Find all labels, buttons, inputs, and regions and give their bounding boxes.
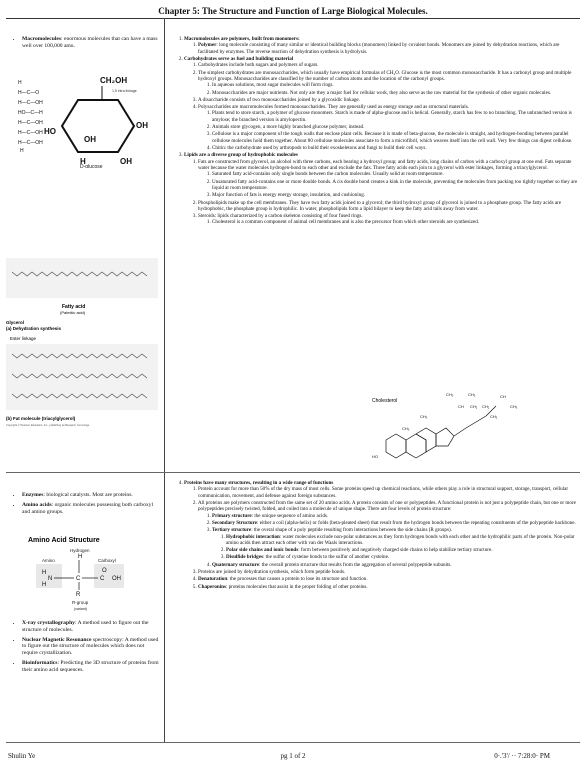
svg-text:Amino Acid Structure: Amino Acid Structure: [28, 537, 100, 544]
footer-date: 0·.'3'/ ·· 7:28:0· PM: [494, 752, 550, 760]
svg-text:OH: OH: [136, 121, 148, 130]
section-divider: [6, 472, 580, 473]
svg-text:CH₃: CH₃: [468, 392, 476, 397]
svg-text:CH₃: CH₃: [420, 414, 428, 419]
svg-text:H—C—OH: H—C—OH: [18, 120, 43, 126]
section-proteins: 4. Proteins have many structures, resulting in a wide range of functions 1. Protein account for more than 50% of the dry mass of most cells. Some proteins speed up chemical reactions, while others play a role in structural support, storage, transport, cellular communication, movement, and defense against foreign substances. 2. All proteins are polymers constructed from the same set of 20 amino acids. A protein consists of one or polypeptides. A functional protein is not just a polypeptide chain, but one or more polypeptides precisely twisted, folded, and coiled into a molecule of unique shape. There are four levels of protein structure: 1. Primary structure: the unique sequence of amino acids. 2. Secondary Structure: either a coil (alpha-helix) or folds (beta-pleated sheet) that result from the hydrogen bonds between the repeating constituents of the polypeptide backbone. 3. Tertiary structure: the overal shape of a poly peptide resulting from interactions between the side chains (R groups). 1. Hydrophobic interaction: water molecules exclude non-polar substances as they form hydrogen bonds with each other and the hydrophilic parts of the protein. Non-polar amino acids then attract each other with van der Waals interactions. 2. Polar side chains and ionic bonds: form between positively and negatively charged side chains to help stabilize tertiary structure. 3. Disulfide bridges: the sulfur of cysteine bonds to the sulfur of another cysteine. 4. Quaternary structure: the overall protein structure that results from the aggregation of several polypeptide subunits. 3. Proteins are joined by dehydration synthesis, which form peptide bonds. 4. Denaturation: the processes that causes a protein to lose its structure and function. 5. Chaperonins: proteins molecules that assist in the proper folding of other proteins.: [184, 480, 578, 590]
svg-text:CH₃: CH₃: [446, 392, 454, 397]
svg-text:CH₂: CH₂: [482, 404, 490, 409]
section-macromolecules: 1. Macromolecules are polymers, built from monomers: 1. Polymer: long molecule consisting of many similar or identical building blocks (monomers) linked by covalent bonds. Monomers are joined by dehydration reactions, which are facilitated by enzymes. The reverse reaction of dehydration synthesis is hydrolysis.: [184, 36, 578, 55]
svg-text:H: H: [20, 148, 24, 154]
footer-page: pg 1 of 2: [280, 752, 306, 760]
note-enzymes: • Enzymes: biological catalysts. Most are proteins.: [22, 492, 160, 499]
note-macromolecules: • Macromolecules: enormous molecules that can have a mass well over 100,000 amu.: [22, 36, 160, 50]
left-notes-macromolecules: [8, 36, 160, 53]
column-divider: [164, 18, 165, 742]
svg-text:C: C: [76, 576, 81, 582]
svg-text:OH: OH: [112, 576, 121, 582]
svg-text:CH: CH: [500, 394, 506, 399]
section-lipids: 3. Lipids are a diverse group of hydrophobic molecules 1. Fats are constructed from glycerol, an alcohol with three carbons, each bearing a hydroxyl group; and fatty acids, long chains of carbon with a carboxyl group at one end. Fats separate water because the water molecules hydrogen-bond to each other and exclude the fats. Three fatty acids each join to a glycerol with ester linkages, forming a triacylglycerol. 1. Saturated fatty acid-contains only single bonds between the carbon molecules. Usually solid at room temperature. 2. Unsaturated fatty acid-contains one or more double bonds. A cis double bond creates a kink in the molecule, preventing the molecules from packing too tightly together so they are liquid at room temperature. 3. Major function of fats is energy energy storage, insulation, and cushioning. 2. Phospholipids make up the cell membranes. They have two fatty acids joined to a glycerol; the third hydroxyl group of glycerol is joined to a phosphate group. The fatty acids are hydrophobic, the phosphate group is hydrophilic. In water, phospholipids form a lipid bilayer to keep the fatty acid tails away from water. 3. Steroids: lipids characterized by a carbon skeleton consisting of four fused rings. 1. Cholesterol is a common component of animal cell membranes and is also the precursor from which other steroids are synthesized.: [184, 152, 578, 225]
svg-text:(Palmitic acid): (Palmitic acid): [60, 310, 86, 315]
svg-text:O: O: [102, 568, 107, 574]
page-title: Chapter 5: The Structure and Function of Large Biological Molecules.: [158, 6, 428, 16]
note-bioinformatics: • Bioinformatics: Predicting the 3D structure of proteins from their amino acid sequences.: [22, 660, 160, 674]
svg-text:Ester linkage: Ester linkage: [10, 336, 37, 341]
svg-text:HO: HO: [372, 454, 378, 459]
note-amino-acids: • Amino acids: organic molecules possessing both carboxyl and amino groups.: [22, 502, 160, 516]
svg-text:H—C—OH: H—C—OH: [18, 140, 43, 146]
svg-text:H: H: [78, 554, 83, 560]
svg-text:CH₂: CH₂: [470, 404, 478, 409]
svg-text:CH: CH: [458, 404, 464, 409]
svg-text:R: R: [76, 592, 81, 598]
glucose-ch2oh: CH₂OH: [100, 76, 128, 85]
svg-text:H—C—OH: H—C—OH: [18, 130, 43, 136]
title-rule: [6, 18, 580, 19]
svg-text:Glycerol: Glycerol: [6, 320, 25, 325]
right-notes-proteins: [172, 480, 578, 591]
svg-text:Cholesterol: Cholesterol: [372, 398, 398, 404]
svg-text:(a) Dehydration synthesis: (a) Dehydration synthesis: [6, 326, 62, 331]
left-notes-methods: [8, 620, 160, 677]
svg-text:H: H: [42, 570, 47, 576]
svg-text:Carboxyl: Carboxyl: [98, 558, 116, 563]
svg-text:H: H: [42, 582, 47, 588]
svg-text:1,5 intra linkage: 1,5 intra linkage: [112, 89, 137, 93]
svg-text:CH₃: CH₃: [402, 426, 410, 431]
svg-text:D-glucose: D-glucose: [80, 164, 103, 168]
svg-text:Fatty acid: Fatty acid: [62, 304, 86, 310]
right-notes-top: [172, 36, 578, 227]
svg-text:H—C—OH: H—C—OH: [18, 100, 43, 106]
svg-text:(b) Fat molecule (triacylglyce: (b) Fat molecule (triacylglycerol): [6, 416, 76, 421]
svg-text:H—C—O: H—C—O: [18, 90, 40, 96]
note-x-ray: • X-ray crystallography: A method used to figure out the structure of molecules.: [22, 620, 160, 634]
cholesterol-diagram: [350, 388, 530, 468]
svg-text:(variant): (variant): [74, 607, 87, 611]
footer-rule: [6, 742, 580, 743]
svg-text:CH₃: CH₃: [510, 404, 518, 409]
section-carbohydrates: 2. Carbohydrates serve as fuel and building material 1. Carbohydrates include both sugars and polymers of sugars. 2. The simplest carbohydrates are monosaccharides, which usually have empirical formulas of CH₂O. Glucose is the most common monosaccharide. It has a carbonyl group and multiple hydroxyl groups. Monosaccharides are classified by the number of carbon atoms and the location of the carbonyl groups. 1. In aqueous solutions, most sugar molecules will form rings. 2. Monosaccharides are major nutrients. Not only are they a major fuel for cellular work, they also serve as the raw material for the synthesis of other organic molecules. 3. A disaccharide consists of two monosaccharides joined by a glycosidic linkage. 4. Polysaccharides are macromolecules formed monosaccharides. They are generally used as energy storage and as structural materials. 1. Plants tend to store starch, a polymer of glucose monomers. Starch is made of alpha-glucose and is helical. Generally, starch has few to no branching. The unbranched version is amylose; the branched version is amylopectin. 2. Animals store glycogen, a more highly branched glucose polymer, instead. 3. Cellulose is a major component of the tough walls that enclose plant cells. Because it is made of beta-glucose, the molecule is straight, and hydrogen-bonding between parallel cellulose molecules hold them together. About 80 cellulose molecules associate to form a microfibril, which weaves itself into the cell wall. Very few things can digest cellulose. 4. Chitin: the carbohydrate used by arthropods to build their exoskeletons and fungi to build their cell ways.: [184, 56, 578, 151]
svg-text:HO: HO: [44, 127, 56, 136]
svg-text:Hydrogen: Hydrogen: [70, 548, 90, 553]
amino-acid-diagram: [28, 536, 138, 616]
svg-text:H: H: [80, 157, 86, 166]
note-nmr: • Nuclear Magnetic Resonance spectroscopy: A method used to figure out the structure of molecules which does not require crystallization.: [22, 637, 160, 657]
fat-synthesis-diagram: [6, 258, 158, 430]
svg-text:OH: OH: [84, 135, 96, 144]
svg-text:N: N: [48, 576, 53, 582]
svg-text:Amino: Amino: [42, 558, 55, 563]
svg-text:HO—C—H: HO—C—H: [18, 110, 43, 116]
left-notes-proteins: [8, 492, 160, 518]
svg-text:R-group: R-group: [72, 600, 89, 605]
svg-text:C: C: [100, 576, 105, 582]
svg-text:CH₂: CH₂: [490, 414, 498, 419]
svg-text:OH: OH: [120, 157, 132, 166]
svg-text:Copyright © Pearson Education,: Copyright © Pearson Education, Inc., publishing as Benjamin Cummings.: [6, 424, 90, 427]
footer-author: Shulin Ye: [8, 752, 36, 760]
glucose-diagram: [16, 72, 156, 168]
svg-text:H: H: [18, 80, 22, 86]
